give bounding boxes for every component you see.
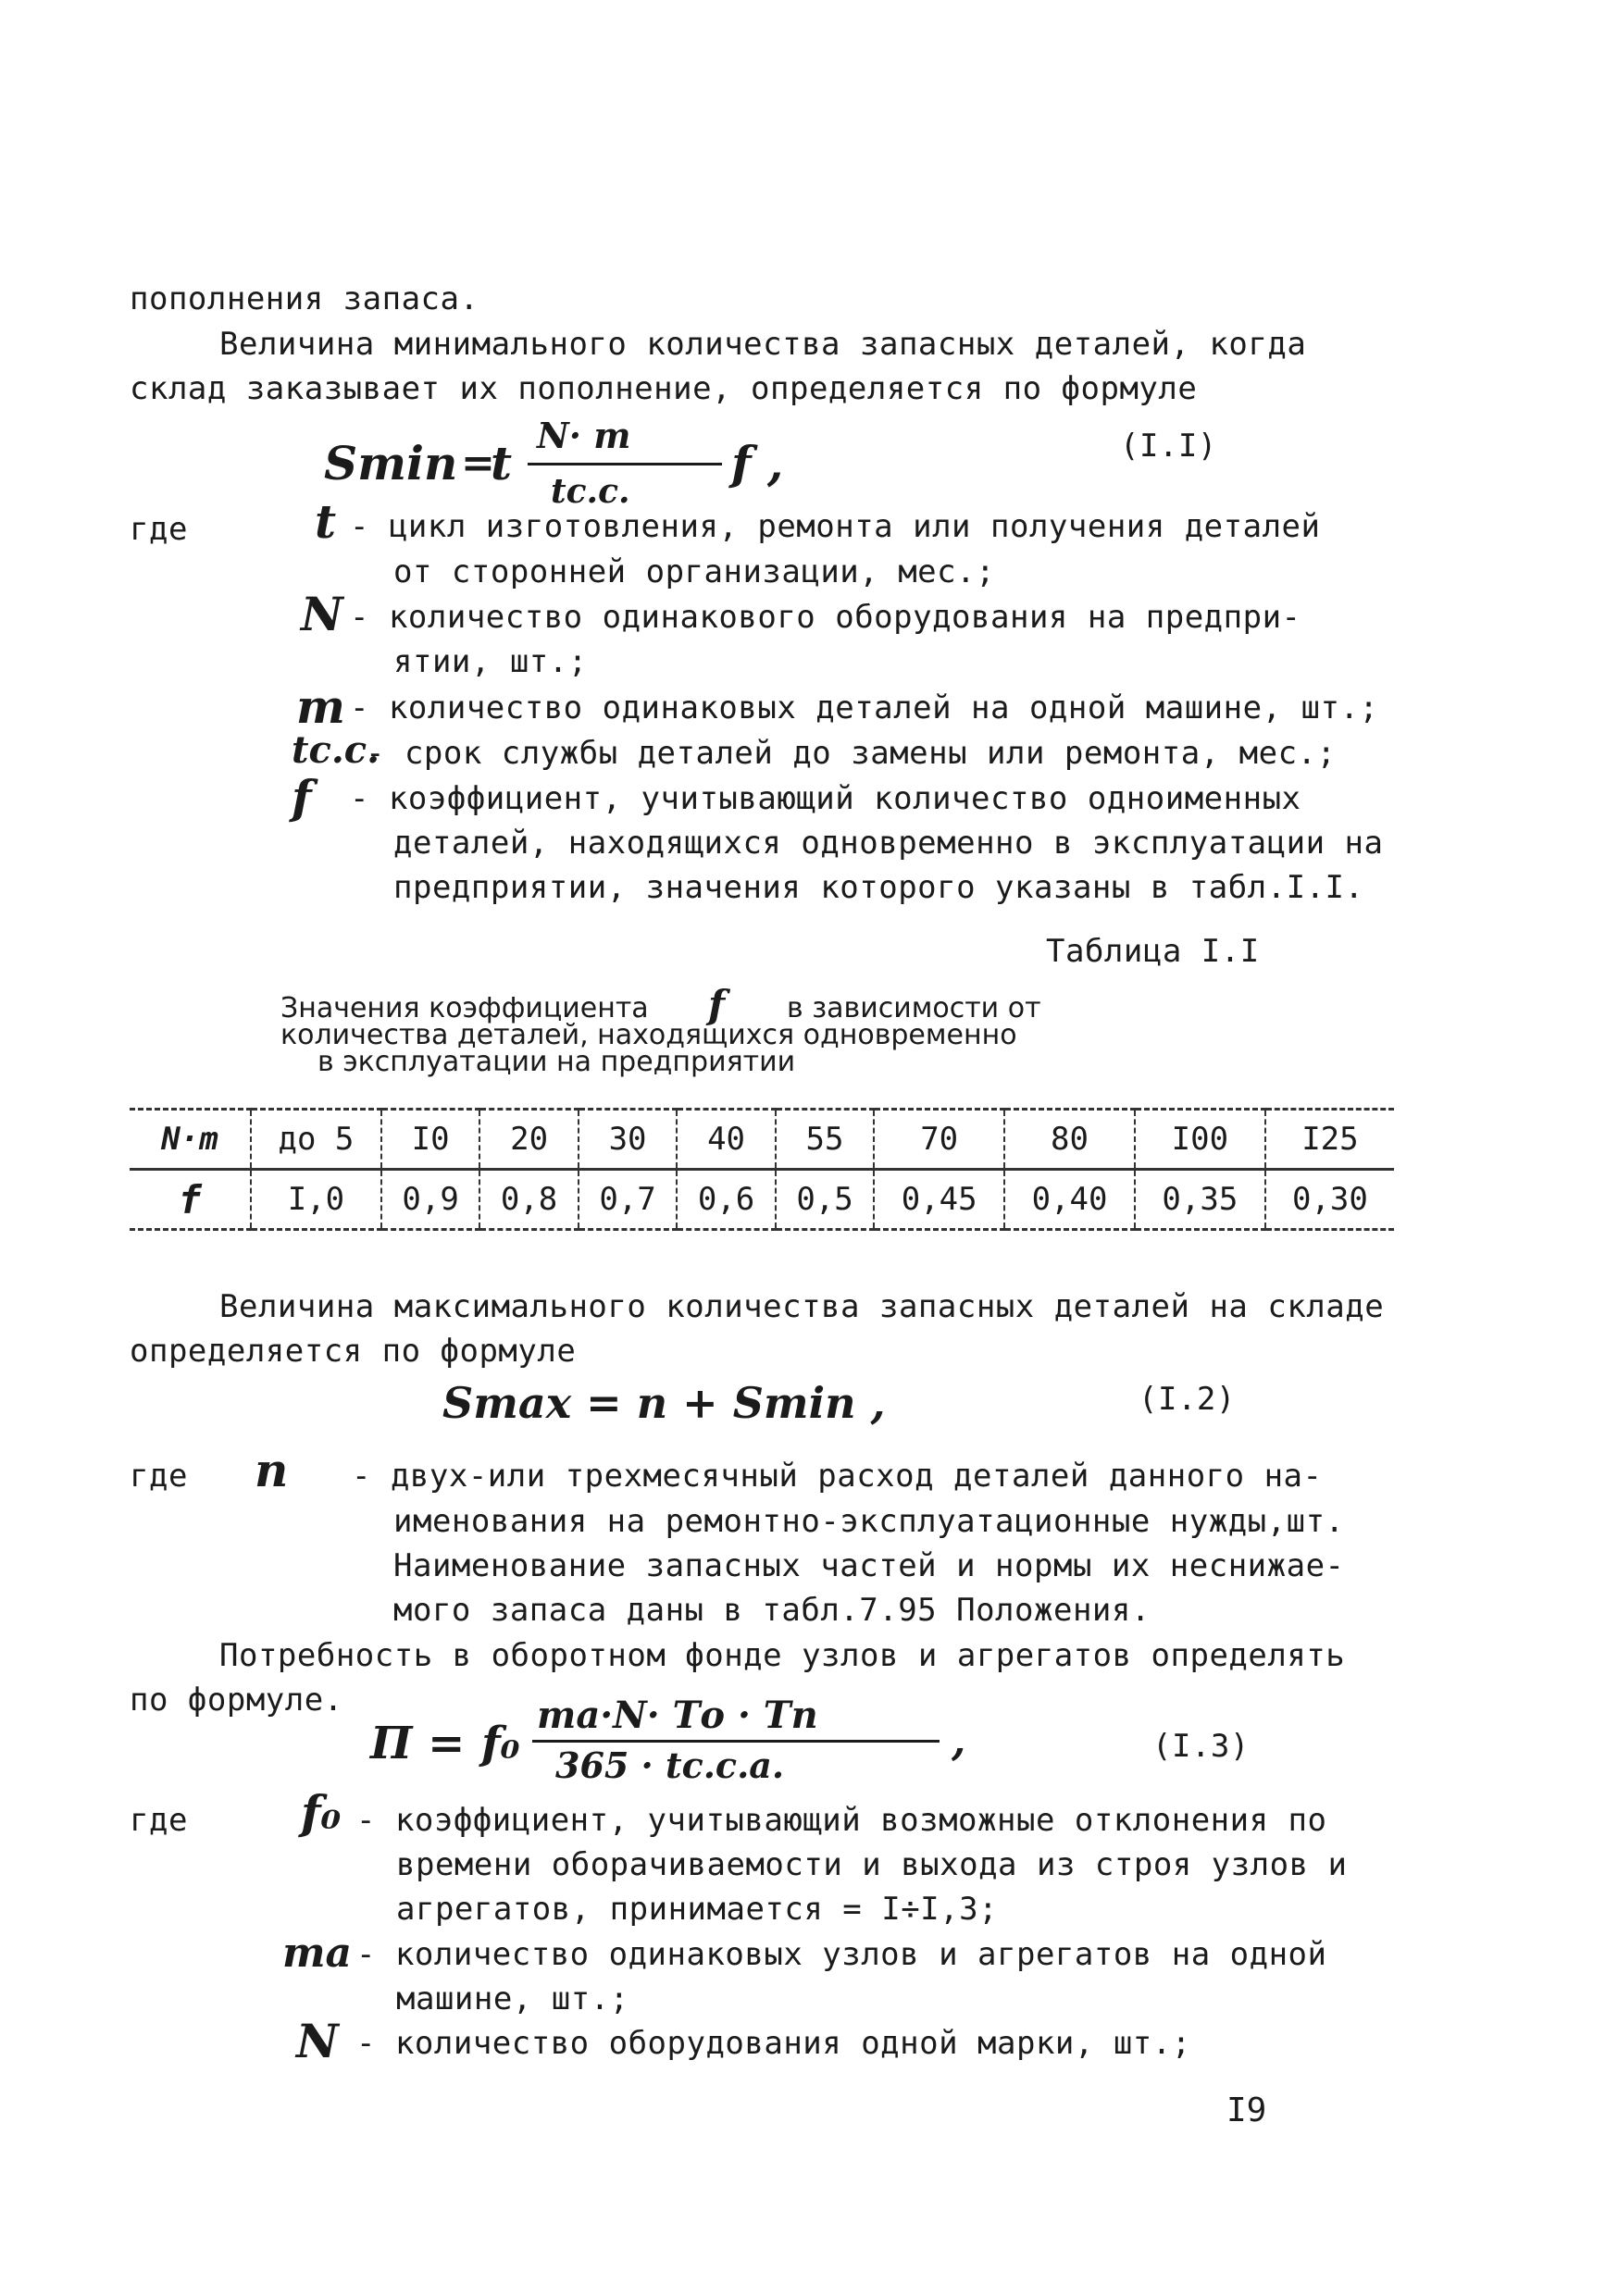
table-cell: I00 (1135, 1110, 1265, 1170)
definition-line: - количество оборудования одной марки, шт.; (356, 2025, 1191, 2062)
table-caption: количества деталей, находящихся одновременно (280, 1019, 1017, 1051)
table-cell: 0,9 (381, 1170, 479, 1230)
where-label: где (130, 511, 188, 548)
definition-line: агрегатов, принимается = I÷I,3; (396, 1891, 999, 1928)
formula-tail: f , (731, 436, 784, 490)
table-cell: 0,7 (579, 1170, 677, 1230)
table-cell: I0 (381, 1110, 479, 1170)
var-t: t (315, 494, 337, 549)
table-cell: 0,5 (776, 1170, 874, 1230)
formula-numerator: mа·N· Tо · Tп (537, 1694, 818, 1737)
text-line: Потребность в оборотном фонде узлов и агрегатов определять (219, 1637, 1346, 1674)
definition-line: - цикл изготовления, ремонта или получения деталей (350, 508, 1321, 545)
where-label: где (130, 1802, 188, 1839)
table-cell: 30 (579, 1110, 677, 1170)
table-cell: 0,30 (1265, 1170, 1394, 1230)
definition-line: деталей, находящихся одновременно в эксплуатации на (393, 825, 1384, 862)
definition-line: - коэффициент, учитывающий возможные отклонения по (356, 1802, 1327, 1839)
page-number: I9 (1226, 2091, 1267, 2129)
table-label: Таблица I.I (1046, 933, 1260, 970)
table-cell: 40 (677, 1110, 775, 1170)
formula-denominator: tс.с. (551, 472, 630, 511)
var-N: N (296, 2014, 339, 2068)
definition-line: ятии, шт.; (393, 643, 588, 680)
definition-line: времени оборачиваемости и выхода из строя узлов и (396, 1846, 1348, 1883)
table-row-header: f (130, 1170, 251, 1230)
table-cell: 0,8 (479, 1170, 578, 1230)
formula-tail: , (952, 1718, 966, 1765)
var-f: f (292, 770, 312, 825)
where-label: где (130, 1458, 188, 1495)
formula-number: (I.I) (1120, 428, 1217, 465)
text-line: пополнения запаса. (130, 280, 479, 317)
table-cell: 0,6 (677, 1170, 775, 1230)
table-cell: 80 (1004, 1110, 1135, 1170)
table-cell: 20 (479, 1110, 578, 1170)
table-cell: 70 (874, 1110, 1004, 1170)
formula-f0: f₀ (481, 1718, 520, 1769)
table-caption: в эксплуатации на предприятии (317, 1046, 796, 1078)
definition-line: - количество одинаковых деталей на одной машине, шт.; (350, 689, 1379, 726)
table-row (130, 1110, 1394, 1170)
table-row (130, 1170, 1394, 1230)
table-row-header: N·m (130, 1110, 251, 1170)
definition-line: - количество одинаковых узлов и агрегатов на одной (356, 1936, 1327, 1973)
definition-line: именования на ремонтно-эксплуатационные нужды,шт. (393, 1503, 1345, 1540)
var-tcc: tс.с. (292, 728, 380, 772)
formula-lhs: Smin (324, 436, 458, 490)
definition-line: машине, шт.; (396, 1980, 629, 2017)
text-line: Величина минимального количества запасных деталей, когда (219, 326, 1307, 363)
text-line: определяется по формуле (130, 1333, 577, 1370)
definition-line: - количество одинакового оборудования на предпри- (350, 599, 1301, 636)
definition-line: предприятии, значения которого указаны в табл.I.I. (393, 869, 1364, 906)
formula-eq: = (461, 440, 495, 487)
formula-t: t (491, 436, 513, 490)
var-f0: f₀ (301, 1785, 342, 1840)
table-cell: 0,45 (874, 1170, 1004, 1230)
text-line: по формуле. (130, 1682, 343, 1719)
var-ma: mа (282, 1930, 353, 1977)
table-caption: Значения коэффициента (280, 992, 649, 1024)
formula-numerator: N· m (537, 415, 631, 456)
definition-line: Наименование запасных частей и нормы их неснижае- (393, 1547, 1345, 1584)
coefficient-table (130, 1108, 1394, 1231)
table-cell: 55 (776, 1110, 874, 1170)
table-cell: I25 (1265, 1110, 1394, 1170)
var-N: N (301, 587, 343, 641)
definition-line: - двух-или трехмесячный расход деталей данного на- (352, 1458, 1323, 1495)
table-caption: в зависимости от (787, 992, 1041, 1024)
table-cell: 0,40 (1004, 1170, 1135, 1230)
formula-lhs: П = (370, 1718, 466, 1769)
definition-line: - срок службы деталей до замены или ремонта, мес.; (366, 735, 1337, 772)
formula-number: (I.2) (1139, 1381, 1236, 1418)
fraction-bar (528, 463, 722, 465)
formula-p (370, 1694, 1000, 1795)
var-m: m (296, 679, 345, 734)
table-cell: до 5 (251, 1110, 381, 1170)
definition-line: от сторонней организации, мес.; (393, 553, 996, 590)
formula-smax: Smax = n + Smin , (442, 1378, 886, 1428)
caption-var-f: f (708, 982, 726, 1027)
formula-number: (I.3) (1152, 1728, 1250, 1765)
table-cell: 0,35 (1135, 1170, 1265, 1230)
definition-line: - коэффициент, учитывающий количество одноименных (350, 780, 1301, 817)
table-cell: I,0 (251, 1170, 381, 1230)
text-line: Величина максимального количества запасных деталей на складе (219, 1288, 1385, 1325)
formula-smin (324, 415, 805, 514)
definition-line: мого запаса даны в табл.7.95 Положения. (393, 1592, 1151, 1629)
text-line: склад заказывает их пополнение, определяется по формуле (130, 370, 1198, 407)
formula-denominator: 365 · tс.с.а. (555, 1744, 785, 1786)
var-n: n (255, 1443, 289, 1497)
